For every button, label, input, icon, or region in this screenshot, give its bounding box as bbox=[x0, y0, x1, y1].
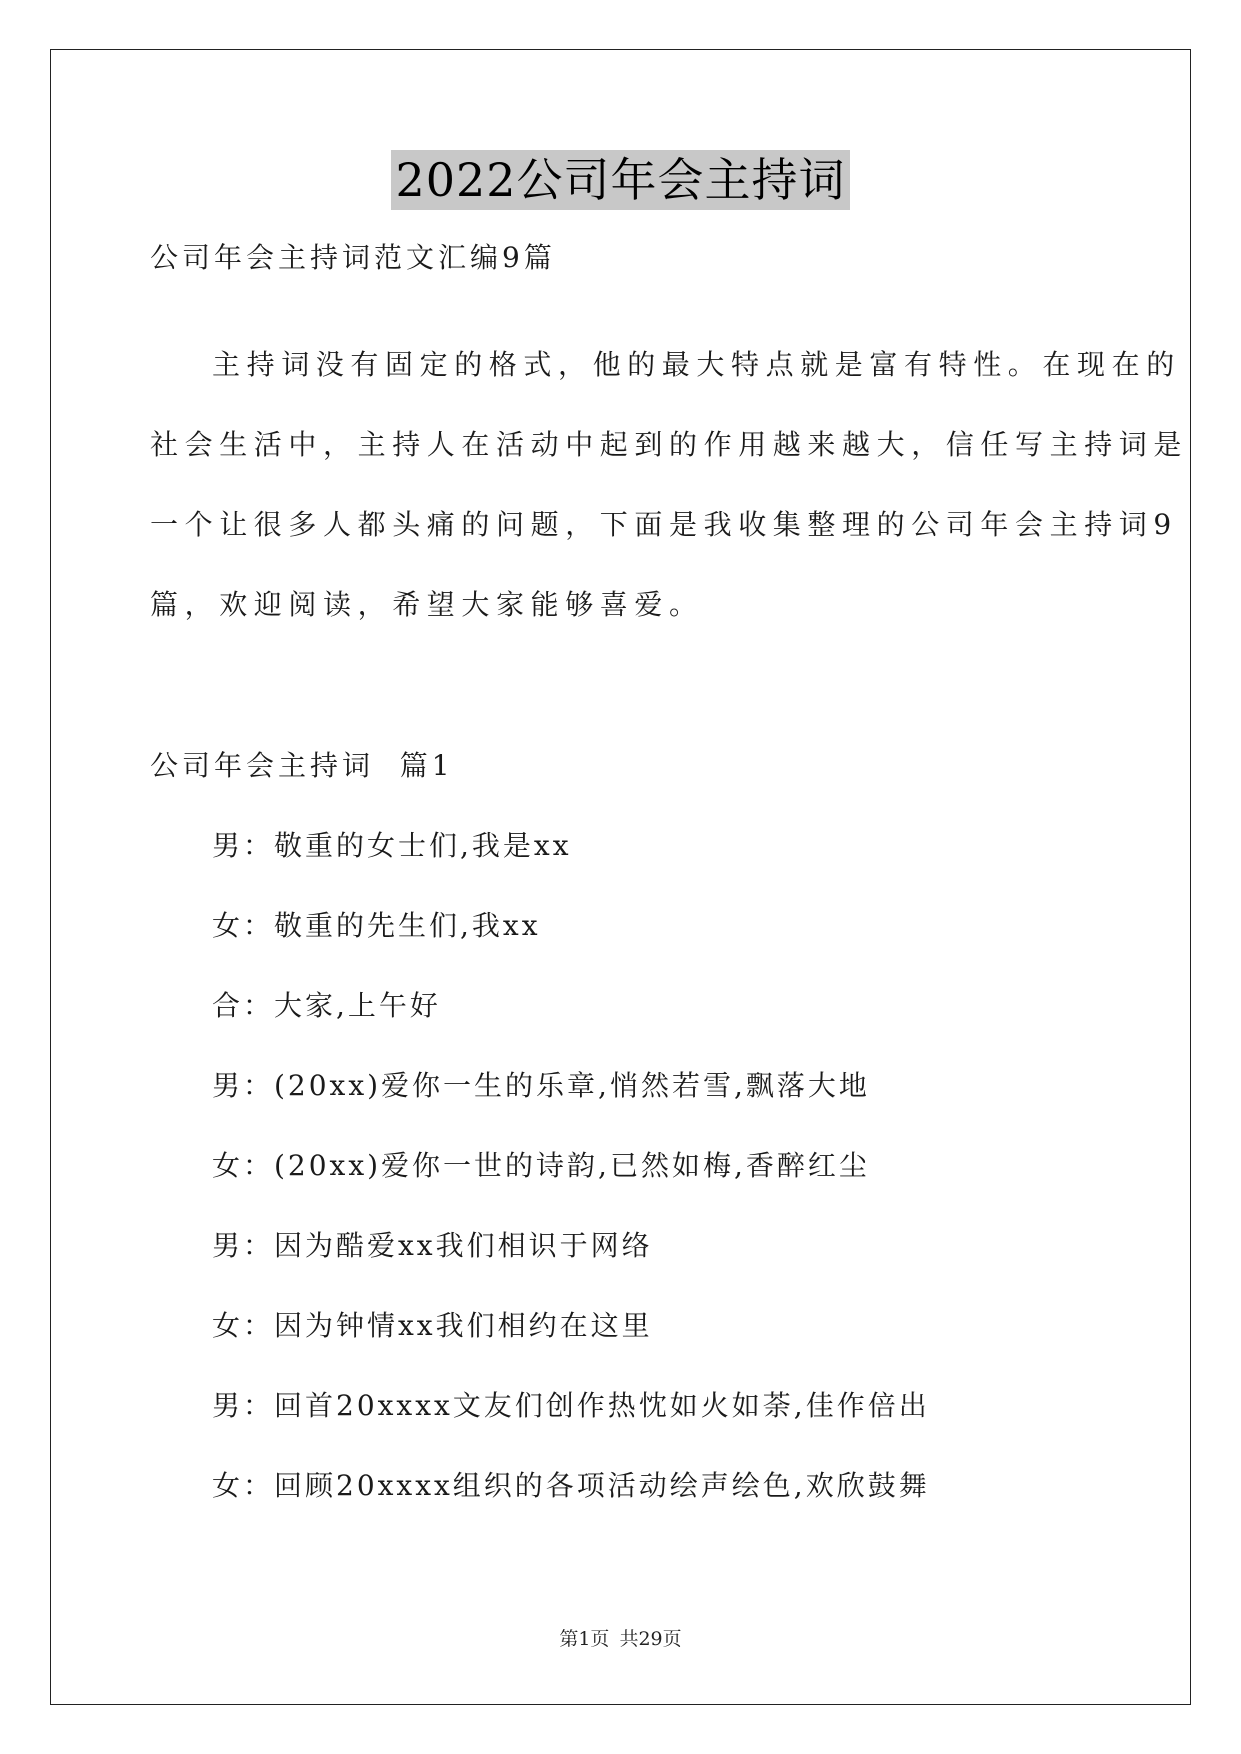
title-container bbox=[0, 150, 1241, 210]
dialog-line: 女：(20xx)爱你一世的诗韵,已然如梅,香醉红尘 bbox=[212, 1149, 870, 1182]
intro-line: 主持词没有固定的格式，他的最大特点就是富有特性。在现在的 bbox=[212, 348, 1181, 381]
dialog-line: 合：大家,上午好 bbox=[212, 989, 441, 1022]
section-heading: 公司年会主持词 篇1 bbox=[150, 749, 454, 782]
intro-line: 篇，欢迎阅读，希望大家能够喜爱。 bbox=[150, 588, 704, 621]
dialog-line: 男：(20xx)爱你一生的乐章,悄然若雪,飘落大地 bbox=[212, 1069, 870, 1102]
page-footer bbox=[0, 1627, 1241, 1651]
dialog-line: 男：敬重的女士们,我是xx bbox=[212, 829, 572, 862]
dialog-line: 男：因为酷爱xx我们相识于网络 bbox=[212, 1229, 653, 1262]
page-number: 第1页 bbox=[559, 1628, 610, 1650]
page-border bbox=[50, 49, 1191, 1705]
dialog-line: 男：回首20xxxx文友们创作热忱如火如荼,佳作倍出 bbox=[212, 1389, 930, 1422]
document-title: 2022公司年会主持词 bbox=[391, 150, 849, 210]
page-total: 共29页 bbox=[619, 1628, 682, 1650]
dialog-line: 女：回顾20xxxx组织的各项活动绘声绘色,欢欣鼓舞 bbox=[212, 1469, 930, 1502]
dialog-line: 女：因为钟情xx我们相约在这里 bbox=[212, 1309, 653, 1342]
dialog-line: 女：敬重的先生们,我xx bbox=[212, 909, 541, 942]
document-subtitle: 公司年会主持词范文汇编9篇 bbox=[150, 241, 556, 274]
intro-line: 一个让很多人都头痛的问题，下面是我收集整理的公司年会主持词9 bbox=[150, 508, 1178, 541]
intro-line: 社会生活中，主持人在活动中起到的作用越来越大，信任写主持词是 bbox=[150, 428, 1189, 461]
